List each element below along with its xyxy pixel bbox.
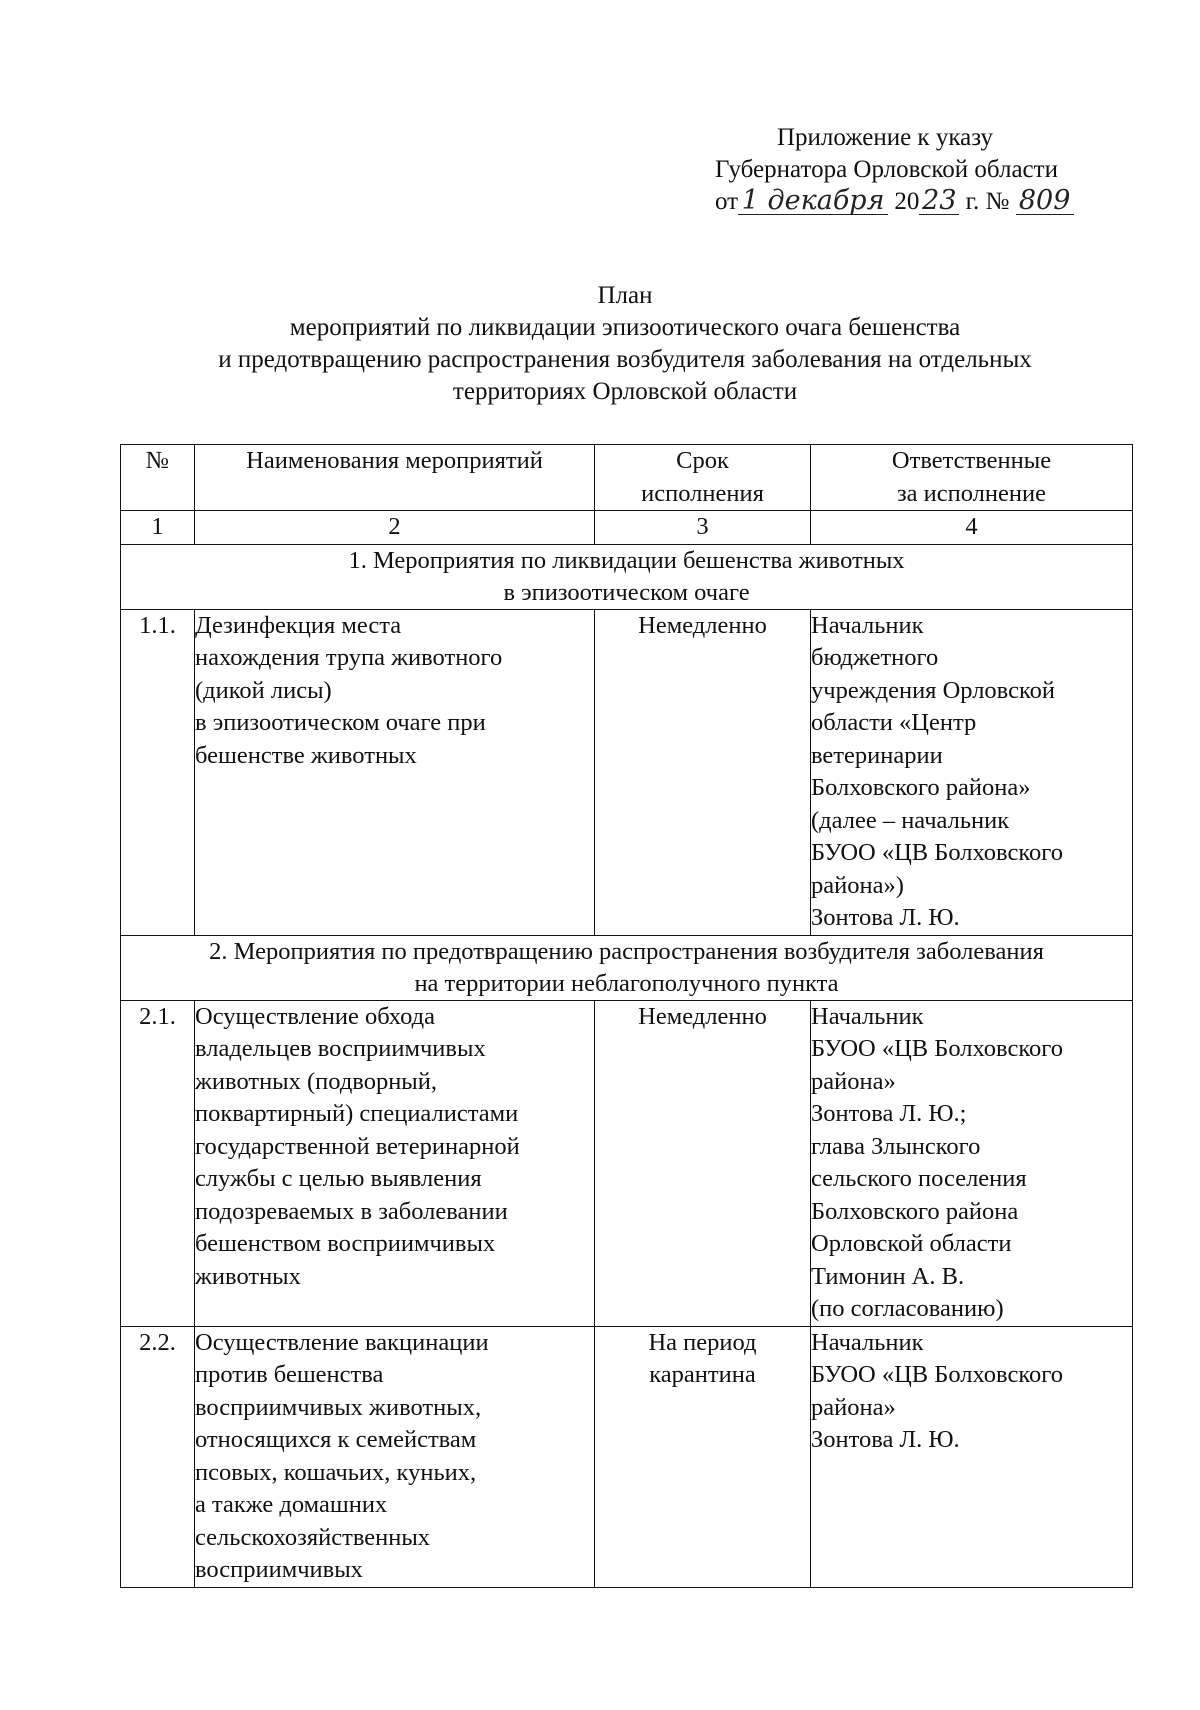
row-1-1-resp-line: учреждения Орловской — [811, 676, 1055, 704]
row-1-1-resp-line: области «Центр — [811, 709, 977, 736]
row-1-1-name-line: нахождения трупа животного — [195, 644, 503, 671]
title-line-2: мероприятий по ликвидации эпизоотического очага бешенства — [289, 314, 961, 341]
row-2-1-name-line: поквартирный) специалистами — [195, 1100, 519, 1127]
table-row-1-1 — [121, 609, 1133, 935]
row-2-2-name-line: восприимчивых — [195, 1556, 363, 1583]
section-2-line-2: на территории неблагополучного пункта — [414, 969, 839, 997]
row-1-1-resp-line: ветеринарии — [811, 741, 943, 769]
row-1-1-resp-line: района») — [811, 871, 904, 899]
row-2-2-name-line: против бешенства — [195, 1361, 384, 1388]
row-2-1-name-line: подозреваемых в заболевании — [195, 1197, 508, 1225]
row-2-2-num: 2.2. — [121, 1326, 195, 1587]
row-2-2-term-line: карантина — [649, 1361, 756, 1388]
row-1-1-name-line: Дезинфекция места — [195, 611, 402, 639]
row-2-1-num: 2.1. — [121, 1000, 195, 1326]
row-1-1-name-line: в эпизоотическом очаге при — [195, 709, 486, 736]
row-2-2-resp-line: Зонтова Л. Ю. — [811, 1426, 960, 1453]
row-2-1-name-line: государственной ветеринарной — [195, 1132, 520, 1160]
row-2-2-name — [195, 1326, 595, 1587]
row-1-1-term: Немедленно — [595, 609, 811, 935]
appendix-line-1: Приложение к указу — [777, 124, 994, 151]
plan-title — [120, 280, 1130, 408]
section-2-heading — [121, 935, 1133, 1000]
row-2-1-name-line: животных — [195, 1262, 301, 1290]
row-1-1-name-line: (дикой лисы) — [195, 676, 332, 704]
row-2-1-name-line: Осуществление обхода — [195, 1002, 435, 1030]
section-2-line-1: 2. Мероприятия по предотвращению распространения возбудителя заболевания — [209, 937, 1044, 965]
row-2-1-resp-line: БУОО «ЦВ Болховского — [811, 1035, 1063, 1062]
row-2-1-term: Немедленно — [595, 1000, 811, 1326]
section-row-1 — [121, 544, 1133, 609]
header-resp-line-2: за исполнение — [896, 479, 1046, 507]
section-1-line-2: в эпизоотическом очаге — [503, 578, 750, 606]
row-1-1-resp-line: БУОО «ЦВ Болховского — [811, 839, 1063, 866]
title-line-3: и предотвращению распространения возбудителя заболевания на отдельных — [218, 346, 1032, 373]
row-1-1-resp-line: Болховского района» — [811, 774, 1031, 801]
row-2-1-name-line: животных (подворный, — [195, 1067, 438, 1095]
row-2-2-resp — [811, 1326, 1133, 1587]
section-1-line-1: 1. Мероприятия по ликвидации бешенства животных — [348, 546, 905, 574]
header-resp — [811, 445, 1133, 511]
row-1-1-resp — [811, 609, 1133, 935]
row-2-1-resp-line: Болховского района — [811, 1197, 1019, 1225]
row-1-1-num: 1.1. — [121, 609, 195, 935]
row-1-1-name-line: бешенстве животных — [195, 741, 417, 769]
col-number-4: 4 — [811, 511, 1133, 545]
handwritten-number: 809 — [1016, 188, 1074, 215]
row-1-1-resp-line: (далее – начальник — [811, 806, 1010, 834]
row-2-1-name-line: владельцев восприимчивых — [195, 1035, 486, 1062]
row-2-1-resp-line: Начальник — [811, 1002, 924, 1030]
column-number-row — [121, 511, 1133, 545]
row-2-2-resp-line: БУОО «ЦВ Болховского — [811, 1361, 1063, 1388]
row-1-1-name — [195, 609, 595, 935]
row-2-1-resp-line: Орловской области — [811, 1230, 1012, 1257]
row-2-2-term — [595, 1326, 811, 1587]
header-term — [595, 445, 811, 511]
section-1-heading — [121, 544, 1133, 609]
row-2-1-resp — [811, 1000, 1133, 1326]
col-number-3: 3 — [595, 511, 811, 545]
plan-table — [120, 444, 1133, 1588]
header-resp-line-1: Ответственные — [891, 447, 1052, 474]
row-2-2-name-line: псовых, кошачьих, куньих, — [195, 1458, 477, 1486]
handwritten-date: 1 декабря — [738, 188, 888, 215]
header-num: № — [121, 445, 195, 511]
row-2-2-name-line: относящихся к семействам — [195, 1426, 477, 1453]
row-2-2-name-line: а также домашних — [195, 1491, 388, 1518]
table-header-row — [121, 445, 1133, 511]
row-1-1-resp-line: Начальник — [811, 611, 924, 639]
header-term-line-2: исполнения — [641, 479, 764, 507]
row-2-2-name-line: Осуществление вакцинации — [195, 1328, 489, 1356]
row-2-1-name — [195, 1000, 595, 1326]
appendix-line-3 — [715, 186, 1135, 218]
col-number-1: 1 — [121, 511, 195, 545]
header-name: Наименования мероприятий — [195, 445, 595, 511]
row-2-1-resp-line: района» — [811, 1067, 896, 1095]
row-2-1-resp-line: Зонтова Л. Ю.; — [811, 1100, 967, 1127]
handwritten-year: 23 — [919, 188, 959, 215]
row-2-2-term-line: На период — [648, 1328, 757, 1356]
row-2-1-resp-line: сельского поселения — [811, 1165, 1027, 1192]
year-prefix: 20 — [894, 188, 920, 215]
col-number-2: 2 — [195, 511, 595, 545]
table-row-2-1 — [121, 1000, 1133, 1326]
row-2-2-resp-line: района» — [811, 1393, 896, 1421]
table-row-2-2 — [121, 1326, 1133, 1587]
row-2-1-name-line: бешенством восприимчивых — [195, 1230, 496, 1257]
row-2-2-name-line: сельскохозяйственных — [195, 1523, 431, 1551]
header-term-line-1: Срок — [676, 447, 729, 474]
section-row-2 — [121, 935, 1133, 1000]
appendix-line-2: Губернатора Орловской области — [715, 156, 1058, 183]
title-line-1: План — [597, 282, 653, 309]
from-label: от — [715, 188, 739, 215]
year-suffix: г. № — [965, 188, 1010, 215]
row-2-1-resp-line: глава Злынского — [811, 1132, 981, 1160]
row-2-1-name-line: службы с целью выявления — [195, 1165, 482, 1192]
row-2-2-name-line: восприимчивых животных, — [195, 1393, 482, 1421]
row-1-1-resp-line: бюджетного — [811, 644, 939, 671]
appendix-block — [715, 122, 1135, 218]
row-2-2-resp-line: Начальник — [811, 1328, 924, 1356]
row-2-1-resp-line: (по согласованию) — [811, 1295, 1004, 1322]
title-line-4: территориях Орловской области — [452, 378, 798, 405]
row-2-1-resp-line: Тимонин А. В. — [811, 1262, 965, 1290]
row-1-1-resp-line: Зонтова Л. Ю. — [811, 904, 960, 931]
